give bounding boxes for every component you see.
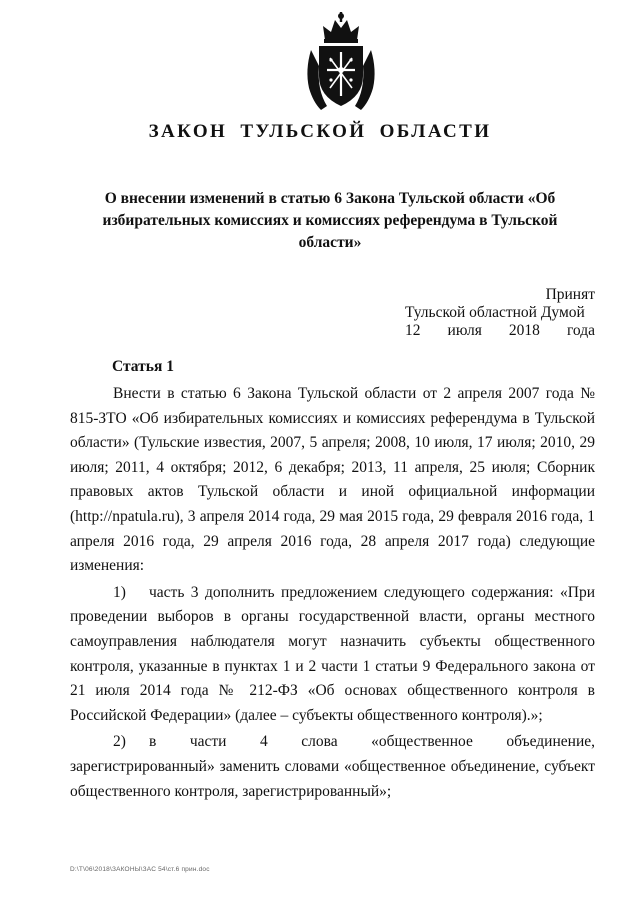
list-item-text: в части 4 слова «общественное объединение, зарегистрированный» заменить словами «общественное объединение, субъект общественного контроля, зарегистрированный»; (70, 733, 595, 800)
list-item-number: 1) (113, 583, 126, 601)
adopted-year: 2018 (508, 322, 540, 339)
law-subject: О внесении изменений в статью 6 Закона Тульской области «Об избирательных комиссиях и комиссиях референдума в Тульской области» (102, 190, 558, 251)
list-item-text: часть 3 дополнить предложением следующего содержания: «При проведении выборов в органы государственной власти, органы местного самоуправления наблюдателя могут назначить субъекты общественного контроля, указанные в пунктах 1 и 2 части 1 статьи 9 Федерального закона от 21 июля 2014 года № 212-ФЗ «Об основах общественного контроля в Российской Федерации» (далее – субъекты общественного контроля).»; (70, 583, 595, 724)
adopted-month: июля (447, 322, 482, 339)
tula-coat-of-arms-icon (301, 10, 381, 112)
article-intro: Внести в статью 6 Закона Тульской области от 2 апреля 2007 года № 815-ЗТО «Об избирательных комиссиях и комиссиях референдума в Тульской области» (Тульские известия, 2007, 5 апреля; 2008, 10 июля, 17 июля; 2010, 29 июля; 2011, 4 октября; 2012, 6 декабря; 2013, 11 апреля, 25 июля; Сборник правовых актов Тульской области и иной официальной информации (http://npatula.ru), 3 апреля 2014 года, 29 мая 2015 года, 29 февраля 2016 года, 1 апреля 2016 года, 29 апреля 2016 года, 28 апреля 2017 года) следующие изменения: (70, 385, 595, 575)
adoption-block (405, 286, 595, 340)
list-item-number: 2) (113, 733, 126, 751)
adopted-year-word: года (566, 322, 595, 339)
adopted-date (405, 322, 595, 340)
adopted-label: Принят (545, 286, 595, 303)
list-item (70, 730, 595, 804)
adopted-body: Тульской областной Думой (405, 304, 585, 321)
article-body (70, 382, 595, 804)
article-heading: Статья 1 (112, 358, 174, 375)
adopted-day: 12 (405, 322, 421, 339)
file-path-footer: D:\Т\06\2018\ЗАКОНЫ\ЗАС 54\ст.6 прин.doc (70, 866, 210, 873)
list-item (70, 581, 595, 729)
law-title: ЗАКОН ТУЛЬСКОЙ ОБЛАСТИ (148, 121, 492, 142)
